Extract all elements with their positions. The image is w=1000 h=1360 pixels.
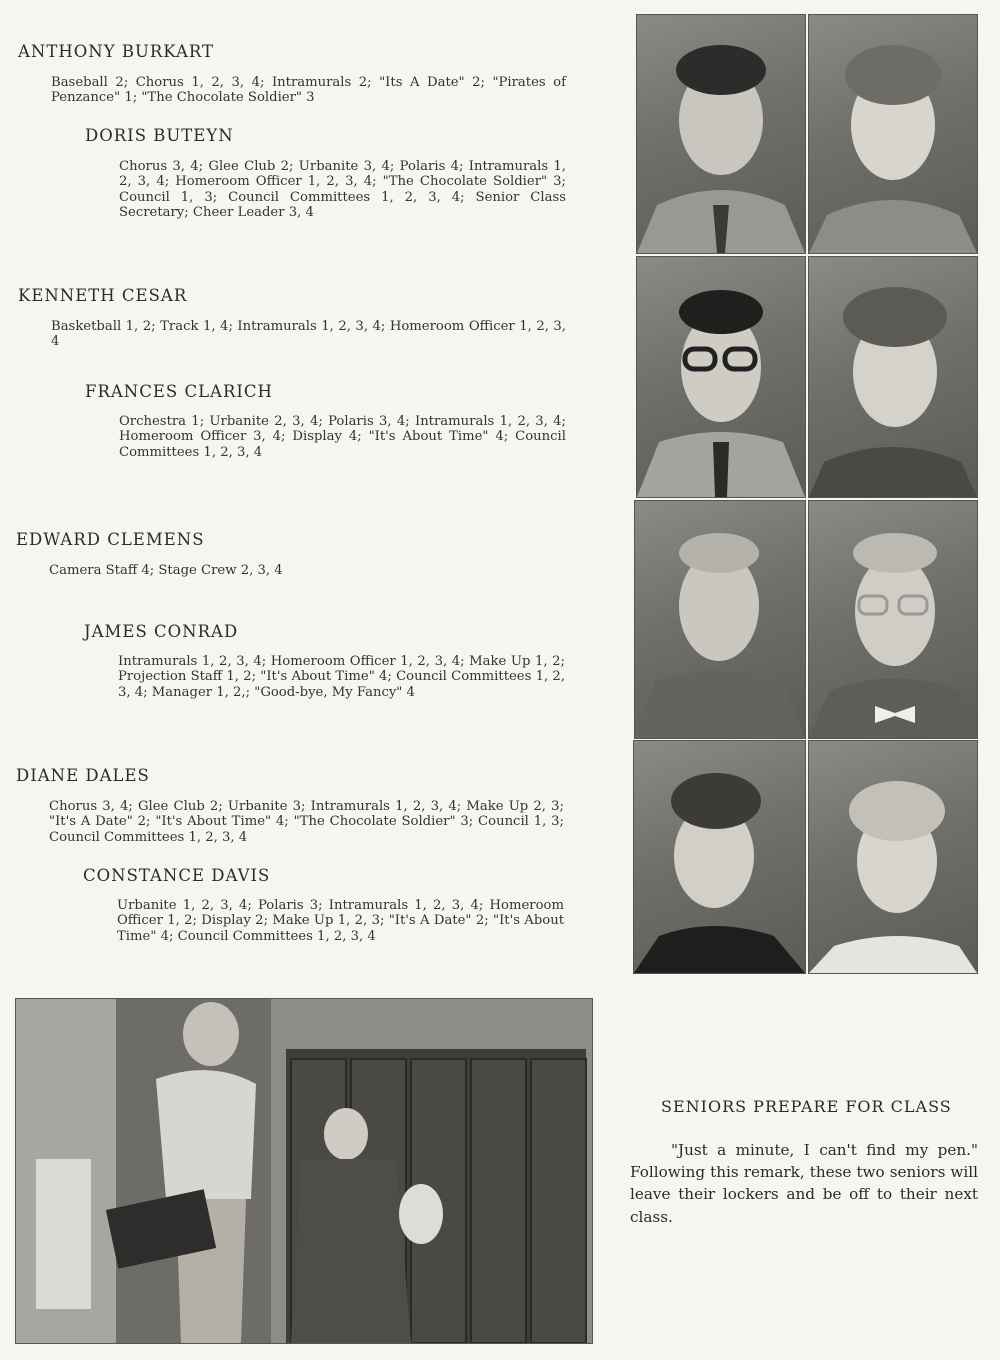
- student-activities: Baseball 2; Chorus 1, 2, 3, 4; Intramurals 2; "Its A Date" 2; "Pirates of Penzance" 1; "The Chocolate Soldier" 3: [51, 75, 566, 106]
- student-name: ANTHONY BURKART: [18, 42, 215, 61]
- entry-anthony-burkart: [18, 42, 214, 61]
- student-name: DIANE DALES: [16, 766, 150, 785]
- caption-text: "Just a minute, I can't find my pen." Following this remark, these two seniors will leave their lockers and be off to their next class.: [630, 1141, 978, 1226]
- portrait-photo-6: [808, 500, 978, 739]
- portrait-photo-2: [808, 14, 978, 254]
- student-activities: Camera Staff 4; Stage Crew 2, 3, 4: [49, 563, 283, 578]
- entry-doris-buteyn: [85, 126, 234, 145]
- entry-constance-davis: [83, 866, 270, 885]
- portrait-photo-8: [808, 740, 978, 974]
- student-activities: Basketball 1, 2; Track 1, 4; Intramurals 1, 2, 3, 4; Homeroom Officer 1, 2, 3, 4: [51, 319, 566, 350]
- student-name: DORIS BUTEYN: [85, 126, 234, 145]
- entry-frances-clarich: [85, 382, 273, 401]
- portrait-photo-5: [634, 500, 806, 739]
- entry-james-conrad: [84, 622, 238, 641]
- student-activities: Chorus 3, 4; Glee Club 2; Urbanite 3; Intramurals 1, 2, 3, 4; Make Up 2, 3; "It's A Date" 2; "It's About Time" 4; "The Chocolate Soldier" 3; Council 1, 3; Council Committees 1, 2, 3, 4: [49, 799, 564, 845]
- caption-title: SENIORS PREPARE FOR CLASS: [661, 1097, 952, 1116]
- student-activities: Orchestra 1; Urbanite 2, 3, 4; Polaris 3, 4; Intramurals 1, 2, 3, 4; Homeroom Officer 3, 4; Display 4; "It's About Time" 4; Council Committees 1, 2, 3, 4: [119, 414, 566, 460]
- student-activities: Chorus 3, 4; Glee Club 2; Urbanite 3, 4; Polaris 4; Intramurals 1, 2, 3, 4; Homeroom Officer 1, 2, 3, 4; "The Chocolate Soldier" 3; Council 1, 3; Council Committees 1, 2, 3, 4; Senior Class Secretary; Cheer Leader 3, 4: [119, 159, 566, 220]
- portrait-photo-1: [636, 14, 806, 254]
- candid-locker-photo: [15, 998, 593, 1344]
- entry-kenneth-cesar: [18, 286, 187, 305]
- student-activities: Intramurals 1, 2, 3, 4; Homeroom Officer 1, 2, 3, 4; Make Up 1, 2; Projection Staff 1, 2; "It's About Time" 4; Council Committees 1, 2, 3, 4; Manager 1, 2,; "Good-bye, My Fancy" 4: [118, 654, 565, 700]
- student-name: FRANCES CLARICH: [85, 382, 273, 401]
- portrait-photo-3: [636, 256, 806, 498]
- student-activities: Urbanite 1, 2, 3, 4; Polaris 3; Intramurals 1, 2, 3, 4; Homeroom Officer 1, 2; Display 2; Make Up 1, 2, 3; "It's A Date" 2; "It's About Time" 4; Council Committees 1, 2, 3, 4: [117, 898, 564, 944]
- student-name: JAMES CONRAD: [84, 622, 239, 641]
- entry-edward-clemens: [16, 530, 205, 549]
- portrait-photo-4: [808, 256, 978, 498]
- student-name: KENNETH CESAR: [18, 286, 188, 305]
- portrait-photo-7: [633, 740, 806, 974]
- student-name: EDWARD CLEMENS: [16, 530, 205, 549]
- student-name: CONSTANCE DAVIS: [83, 866, 271, 885]
- entry-diane-dales: [16, 766, 150, 785]
